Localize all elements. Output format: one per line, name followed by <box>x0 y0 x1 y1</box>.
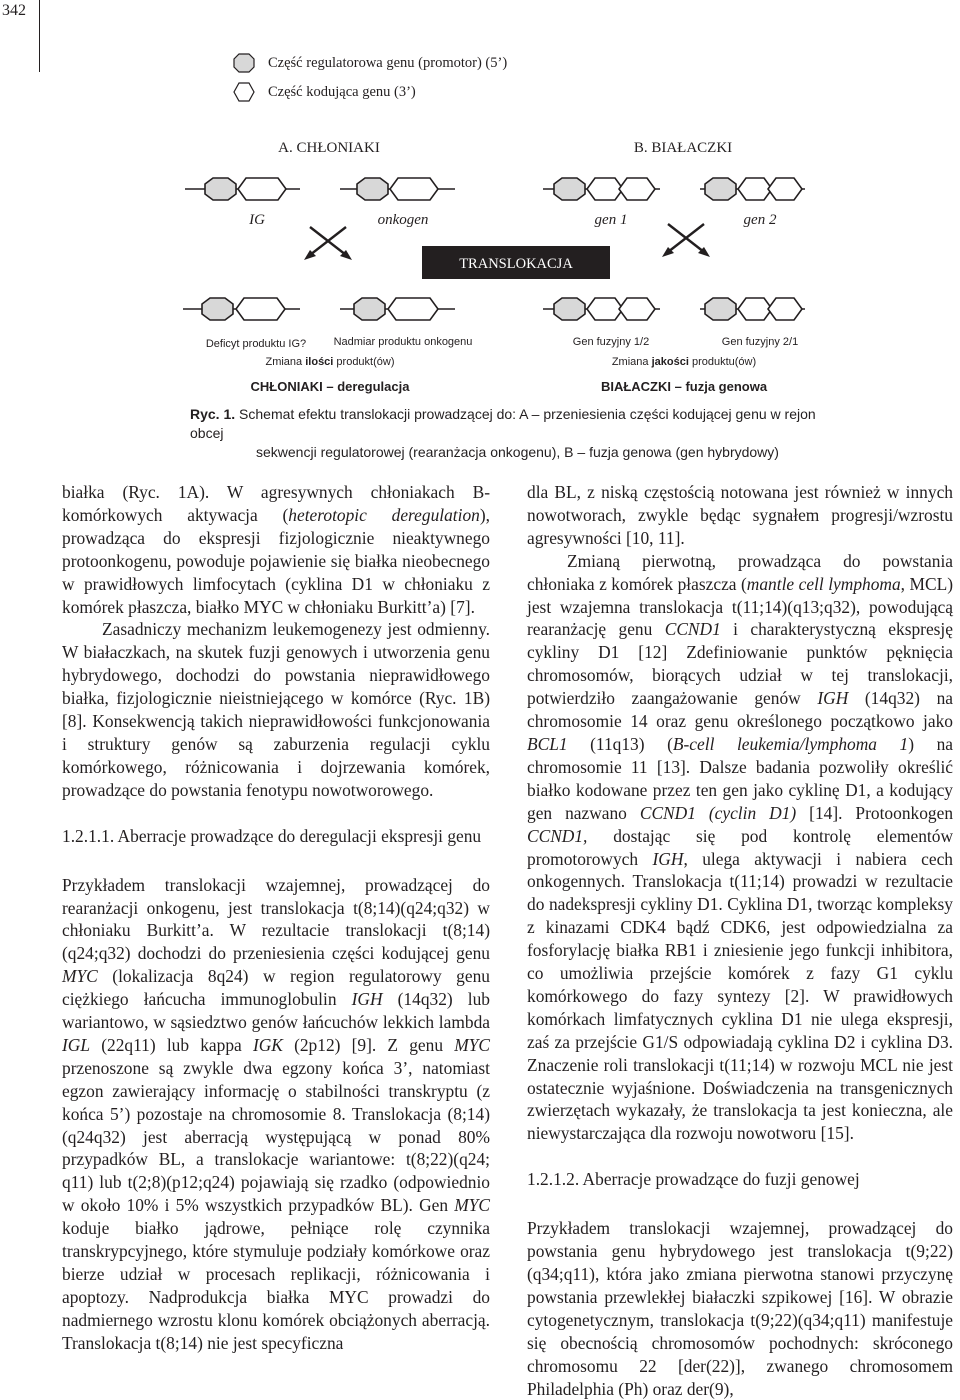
right-paragraph-2: Zmianą pierwotną, prowadząca do powstania chłoniaka z komórek płaszcza (mantle cell lymphoma, MCL) jest wzajemna translokacja t(11;14)(q13;q32), powodującą rearanżację genu CCND1 i charakterystyczną ekspresję cykliny D1 [12] Zdefiniowanie punktów pęknięcia chromosomów, biorących udział w tej translokacji, potwierdziło zaangażowanie genów IGH (14q32) na chromosomie 14 oraz genu określonego początkowo jako BCL1 (11q13) (B-cell leukemia/lymphoma 1) na chromosomie 11 [13]. Dalsze badania pozwoliły określić białko kodowane przez ten gen jako cyklinę D1, a kodujący gen nazwano CCND1 (cyclin D1) [14]. Protoonkogen CCND1, dostając się pod kontrolę elementów promotorowych IGH, ulega aktywacji i nabiera cech onkogennych. Translokacja t(11;14) prowadzi w rezultacie do nadekspresji cykliny D1. Cyklina D1, tworząc kompleksy z kinazami CDK4 bądź CDK6, jest odpowiedzialna za fosforylację białka RB1 i zniesienie jego funkcji inhibitora, co umożliwia przejście komórek z fazy G1 cyklu komórkowego do fazy syntezy [2]. W prawidłowych komórkach limfatycznych cyklina D1 nie ulega ekspresji, zaś za przejście G1/S odpowiadają cyklina D2 i cyklina D3. Znaczenie roli translokacji t(11;14) w rozwoju MCL nie jest ostatecznie wyjaśnione. Doświadczenia na transgenicznych zwierzętach wykazały, że translokacja ta jest konieczna, ale niewystarczająca dla rozwoju nowotworu [15]. <box>527 550 954 1144</box>
excess-label: Nadmiar produktu onkogenu <box>333 336 473 348</box>
oncogene-result-diagram <box>340 298 455 320</box>
quality-change-label: Zmiana jakości produktu(ów) <box>611 356 757 368</box>
right-column <box>527 481 953 1400</box>
right-paragraph-1: dla BL, z niską częstością notowana jest również w innych nowotworach, zwykle będąc sygnałem progresji/wzrostu agresywności [10, 11]. <box>527 482 953 548</box>
gene-label-1: gen 1 <box>594 212 628 228</box>
translocation-arrows-a <box>310 227 346 255</box>
result-a-label: CHŁONIAKI – deregulacja <box>250 379 410 394</box>
caption-text-2: sekwencji regulatorowej (rearanżacja onkogenu), B – fuzja genowa (gen hybrydowy) <box>256 444 779 460</box>
ig-result-diagram <box>183 298 300 320</box>
translocation-figure <box>0 0 960 400</box>
right-paragraph-3: Przykładem translokacji wzajemnej, prowadzącej do powstania genu hybrydowego jest translokacja t(9;22)(q34;q11), która jako zmiana pierwotna stanowi przyczynę powstania przewlekłej białaczki szpikowej [16]. W obrazie cytogenetycznym, translokacja t(9;22)(q34;q11) manifestuje się obecnością chromosomów pochodnych: skróconego chromosomu 22 [der(22)], zwanego chromosomem Philadelphia (Ph) oraz der(9), <box>527 1218 953 1399</box>
ig-gene-diagram <box>185 178 300 200</box>
gene-1-diagram <box>543 178 660 200</box>
translocation-label: TRANSLOKACJA <box>459 256 573 272</box>
caption-text-1: Schemat efektu translokacji prowadzącej do: A – przeniesienia części kodującej genu w rejon obcej <box>190 406 816 441</box>
gene-label-ig: IG <box>249 212 265 228</box>
page-number: 342 <box>2 2 26 19</box>
right-section-heading: 1.2.1.2. Aberracje prowadzące do fuzji genowej <box>527 1169 860 1190</box>
left-paragraph-1: białka (Ryc. 1A). W agresywnych chłoniakach B-komórkowych aktywacja (heterotopic deregulation), prowadząca do ekspresji fizjologicznie nieaktywnego protoonkogenu, powoduje pojawienie się białka nieobecnego w prawidłowych limfocytach (cyklina D1 w chłoniaku z komórek płaszcza, białko MYC w chłoniaku Burkitt’a) [7]. <box>62 482 490 617</box>
legend-promoter-label: Część regulatorowa genu (promotor) (5’) <box>268 54 508 71</box>
figure-caption <box>190 405 840 462</box>
deficit-label: Deficyt produktu IG? <box>205 338 307 350</box>
caption-label: Ryc. 1. <box>190 406 236 422</box>
fusion-12-label: Gen fuzyjny 1/2 <box>572 336 650 348</box>
left-section-heading: 1.2.1.1. Aberracje prowadzące do deregulacji ekspresji genu <box>62 825 482 846</box>
oncogene-diagram <box>340 178 455 200</box>
fusion-21-label: Gen fuzyjny 2/1 <box>721 336 799 348</box>
gene-2-diagram <box>700 178 805 200</box>
heading-b: B. BIAŁACZKI <box>633 140 733 156</box>
left-paragraph-3: Przykładem translokacji wzajemnej, prowadzącej do rearanżacji onkogenu, jest translokacja t(8;14)(q24;q32) w chłoniaku Burkitt’a. W rezultacie translokacji t(8;14)(q24;q32) dochodzi do przeniesienia części kodującej genu MYC (lokalizacja 8q24) w region regulatorowy genu ciężkiego łańcucha immunoglobulin IGH (14q32) lub wariantowo, w sąsiedztwo genów łańcuchów lekkich lambda IGL (22q11) lub kappa IGK (2p12) [9]. Z genu MYC przenoszone są zwykle dwa egzony końca 3’, natomiast egzon zawierający informację o stabilności transkryptu (z końca 5’) pozostaje na chromosomie 8. Translokacja (8;14)(q24q32) jest aberracją występującą w ponad 80% przypadków BL, a translokacje wariantowe: t(8;22)(q24; q11) lub t(2;8)(p12;q24) pojawiają się rzadko (odpowiednio w około 10% i 5% wszystkich przypadków BL). Gen MYC koduje białko jądrowe, pełniące rolę czynnika transkrypcyjnego, które stymuluje podziały komórkowe oraz bierze udział w procesach replikacji, różnicowania i apoptozy. Nadprodukcja białka MYC prowadzi do nadmiernego wzrostu klonu komórek obciążonych aberracją. Translokacja t(8;14) nie jest specyficzna <box>62 874 490 1353</box>
left-column <box>62 481 490 1355</box>
result-b-label: BIAŁACZKI – fuzja genowa <box>600 379 768 394</box>
fusion-21-diagram <box>700 298 805 320</box>
left-paragraph-2: Zasadniczy mechanizm leukemogenezy jest odmienny. W białaczkach, na skutek fuzji genowych i utworzenia genu hybrydowego, dochodzi do powstania nieprawidłowego białka, fizjologicznie nieistniejącego w komórce (Ryc. 1B) [8]. Konsekwencją takich nieprawidłowości funkcjonowania i struktury genów są zaburzenia regulacji cyklu komórkowego, różnicowania i dojrzewania komórek, prowadzące do powstania fenotypu nowotworowego. <box>62 619 490 800</box>
gene-label-2: gen 2 <box>743 212 777 228</box>
fusion-12-diagram <box>543 298 660 320</box>
heading-a: A. CHŁONIAKI <box>278 140 380 156</box>
translocation-arrows-b <box>668 224 704 252</box>
gene-label-onkogen: onkogen <box>377 212 429 228</box>
quantity-change-label: Zmiana ilości produkt(ów) <box>265 356 395 368</box>
legend-coding-label: Część kodująca genu (3’) <box>268 83 416 100</box>
